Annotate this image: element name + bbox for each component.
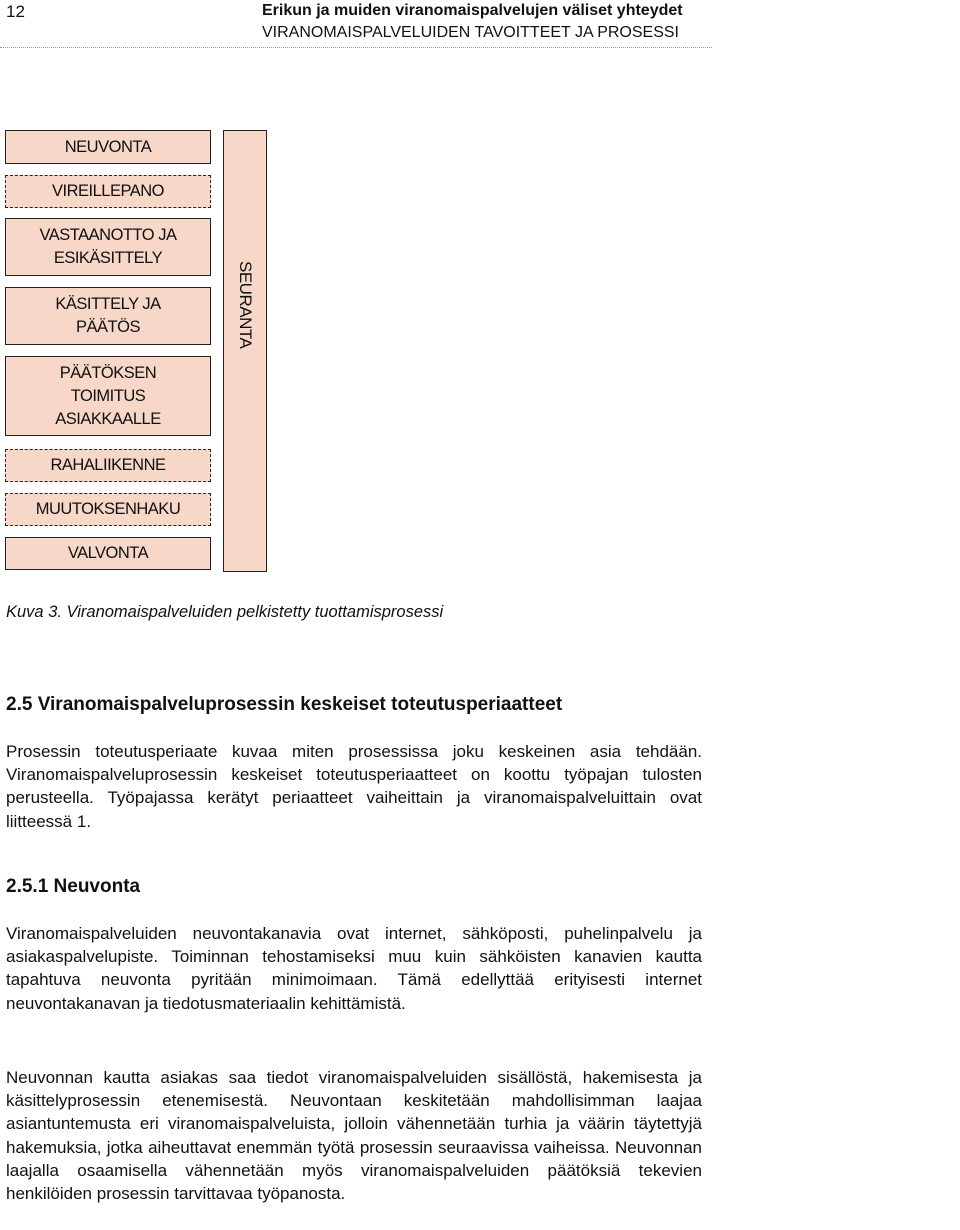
section-paragraph: Prosessin toteutusperiaate kuvaa miten prosessissa joku keskeinen asia tehdään. Viranomaispalveluprosessin keskeiset toteutusperiaatteet on koottu työpajan tulosten perusteella. Työpajassa kerätyt periaatteet vaiheittain ja viranomaispalveluittain ovat liitteessä 1. [6,742,702,831]
subsection-paragraph-1: Viranomaispalveluiden neuvontakanavia ovat internet, sähköposti, puhelinpalvelu ja asiakaspalvelupiste. Toiminnan tehostamiseksi muu kuin sähköisten kanavien kautta tapahtuva neuvonta pyritään minimoimaan. Tämä edellyttää erityisesti internet neuvontakanavan ja tiedotusmateriaalin kehittämistä. [6,924,702,1013]
subsection-heading: 2.5.1 Neuvonta [6,876,141,897]
process-box-muutoksenhaku: MUUTOKSENHAKU [5,493,211,526]
subsection-paragraph-2: Neuvonnan kautta asiakas saa tiedot viranomaispalveluiden sisällöstä, hakemisesta ja käsittelyprosessin etenemisestä. Neuvontaan keskitetään mahdollisimman laajaa asiantuntemusta eri viranomaispalveluista, jolloin vähennetään turhia ja väärin täytettyjä hakemuksia, jotka aiheuttavat enemmän työtä prosessin seuraavissa vaiheissa. Neuvonnan laajalla osaamisella vähennetään myös viranomaispalveluiden päätöksiä tekevien henkilöiden prosessin tarvittavaa työpanosta. [6,1068,702,1204]
process-box-vireillepano: VIREILLEPANO [5,175,211,208]
seuranta-label: SEURANTA [236,261,255,349]
process-box-kasittely: KÄSITTELY JA PÄÄTÖS [5,287,211,345]
process-box-valvonta: VALVONTA [5,537,211,570]
process-box-neuvonta: NEUVONTA [5,130,211,164]
process-box-paatoksen-toimitus: PÄÄTÖKSEN TOIMITUS ASIAKKAALLE [5,356,211,436]
running-header-title: Erikun ja muiden viranomaispalvelujen väliset yhteydet [262,2,683,19]
seuranta-bar [223,130,267,572]
page-number: 12 [6,2,25,21]
running-header [262,0,710,43]
section-heading: 2.5 Viranomaispalveluprosessin keskeiset toteutusperiaatteet [6,694,563,715]
running-header-subtitle: VIRANOMAISPALVELUIDEN TAVOITTEET JA PROSESSI [262,24,679,41]
process-box-rahaliikenne: RAHALIIKENNE [5,449,211,482]
header-divider [0,47,712,48]
process-box-vastaanotto: VASTAANOTTO JA ESIKÄSITTELY [5,218,211,276]
figure-caption: Kuva 3. Viranomaispalveluiden pelkistetty tuottamisprosessi [6,603,444,621]
